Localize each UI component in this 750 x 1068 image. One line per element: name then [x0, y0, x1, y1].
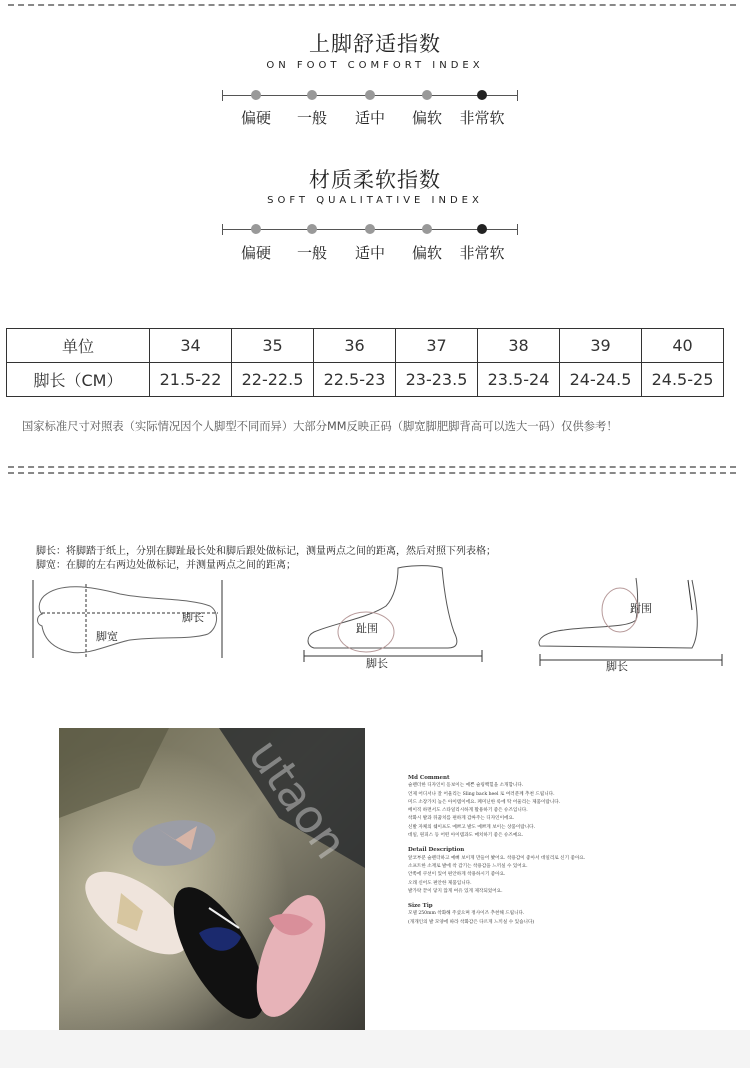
detail-description-heading: Detail Description	[408, 847, 465, 854]
section-divider	[8, 466, 736, 468]
description-line: 오래 신어도 편안한 제품입니다.	[408, 880, 472, 886]
ankle-girth-label: 跗围	[630, 602, 652, 615]
level-label: 适中	[354, 109, 385, 127]
comfort-scale	[222, 88, 518, 102]
table-cell: 39	[560, 329, 642, 363]
table-cell: 40	[642, 329, 724, 363]
sole-width-label: 脚宽	[96, 630, 118, 643]
scale-end-cap	[517, 90, 518, 101]
level-label: 偏硬	[240, 109, 271, 127]
description-line: (개개인의 발 모양에 따라 착화감은 다르게 느끼실 수 있습니다)	[408, 919, 535, 925]
scale-dot	[251, 90, 261, 100]
scale-dot	[251, 224, 261, 234]
scale-start-cap	[222, 90, 223, 101]
level-label: 非常软	[459, 109, 505, 127]
foot-side-diagram	[298, 560, 488, 672]
korean-description	[408, 774, 678, 927]
table-cell: 36	[314, 329, 396, 363]
level-label: 一般	[296, 244, 327, 262]
scale-dot	[307, 90, 317, 100]
level-label: 偏软	[411, 109, 442, 127]
side-length-label: 脚长	[366, 657, 388, 670]
description-line: 착화시 발과 뒤꿈치를 편하게 감싸주는 디자인이에요.	[408, 816, 515, 822]
photo-watermark: utaon	[238, 728, 359, 869]
description-line: 언제 어디서나 잘 어울리는 Sling back heel 로 여러분께 추천 드립니다.	[408, 791, 555, 797]
table-row	[7, 329, 724, 363]
scale-dot	[422, 224, 432, 234]
description-line: 미드 소장가치 높은 아이템이에요. 페미닌한 룩에 딱 어울리는 제품이랍니다.	[408, 799, 561, 805]
description-line: 데일, 원피스 등 어떤 아이템과도 매치하기 좋은 슈즈예요.	[408, 833, 524, 839]
scale-start-cap	[222, 224, 223, 235]
back-length-label: 脚长	[606, 660, 628, 673]
width-instruction: 脚宽：在脚的左右两边处做标记，并测量两点之间的距离；	[36, 560, 296, 571]
scale-dot	[365, 90, 375, 100]
table-cell: 21.5-22	[150, 363, 232, 397]
size-table	[6, 328, 724, 397]
sole-length-label: 脚长	[182, 611, 204, 624]
table-cell: 24-24.5	[560, 363, 642, 397]
description-line: 안쪽에 쿠션이 있어 편안하게 착용하시기 좋아요.	[408, 872, 506, 878]
level-label: 一般	[296, 109, 327, 127]
table-cell: 38	[478, 329, 560, 363]
softness-scale	[222, 222, 518, 236]
table-cell: 23-23.5	[396, 363, 478, 397]
description-line: 앞코부분 슬렌더하고 예뻐 보이게 만들어 봤어요. 착용감이 좋아서 데일리로 신기 좋아요.	[408, 855, 586, 861]
comfort-labels	[222, 107, 518, 127]
size-note: 国家标准尺寸对照表（实际情况因个人脚型不同而异）大部分MM反映正码（脚宽脚肥脚背高可以选大一码）仅供参考！	[22, 420, 618, 433]
softness-title: 材质柔软指数	[309, 168, 441, 192]
scale-dot-selected	[477, 224, 487, 234]
table-cell: 23.5-24	[478, 363, 560, 397]
description-line: 신발 자체의 쉐이프도 예쁘고 발도 예쁘게 보이는 상품이랍니다.	[408, 824, 536, 830]
table-cell: 34	[150, 329, 232, 363]
table-header-cell: 脚长（CM）	[7, 363, 150, 397]
toe-girth-label: 趾围	[356, 622, 378, 635]
scale-dot	[365, 224, 375, 234]
level-label: 偏软	[411, 244, 442, 262]
md-comment-heading: Md Comment	[408, 775, 450, 781]
length-instruction: 脚长：将脚踏于纸上，分别在脚趾最长处和脚后跟处做标记，测量两点之间的距离，然后对照下列表格；	[36, 546, 496, 557]
table-cell: 37	[396, 329, 478, 363]
description-line: 베이직 하면서도 스타일리시하게 활용하기 좋은 슈즈입니다.	[408, 808, 528, 814]
description-line: 소프트한 소재로 발에 착 감기는 착용감을 느끼실 수 있어요.	[408, 863, 528, 869]
softness-subtitle: SOFT QUALITATIVE INDEX	[267, 195, 483, 206]
comfort-subtitle: ON FOOT COMFORT INDEX	[266, 60, 484, 71]
description-line: 모델 250mm 착화해 주셨으며 정사이즈 추천해 드립니다.	[408, 911, 525, 917]
description-line: 발가락 끝이 닿지 않게 여유 있게 제작되었어요.	[408, 888, 503, 894]
section-divider	[8, 472, 736, 474]
table-cell: 24.5-25	[642, 363, 724, 397]
table-cell: 22-22.5	[232, 363, 314, 397]
table-cell: 35	[232, 329, 314, 363]
scale-dot	[422, 90, 432, 100]
top-divider	[8, 4, 736, 6]
size-tip-heading: Size Tip	[408, 903, 433, 910]
scale-end-cap	[517, 224, 518, 235]
ankle-diagram	[532, 570, 728, 674]
scale-dot	[307, 224, 317, 234]
table-header-cell: 单位	[7, 329, 150, 363]
level-label: 偏硬	[240, 244, 271, 262]
table-cell: 22.5-23	[314, 363, 396, 397]
level-label: 适中	[354, 244, 385, 262]
description-line: 슬렌더한 디자인이 돋보이는 예쁜 슬링백힐을 소개합니다.	[408, 783, 524, 789]
comfort-title: 上脚舒适指数	[309, 32, 441, 56]
softness-labels	[222, 242, 518, 262]
product-photo	[59, 728, 365, 1032]
table-row	[7, 363, 724, 397]
bottom-band	[0, 1030, 750, 1068]
scale-dot-selected	[477, 90, 487, 100]
level-label: 非常软	[459, 244, 505, 262]
